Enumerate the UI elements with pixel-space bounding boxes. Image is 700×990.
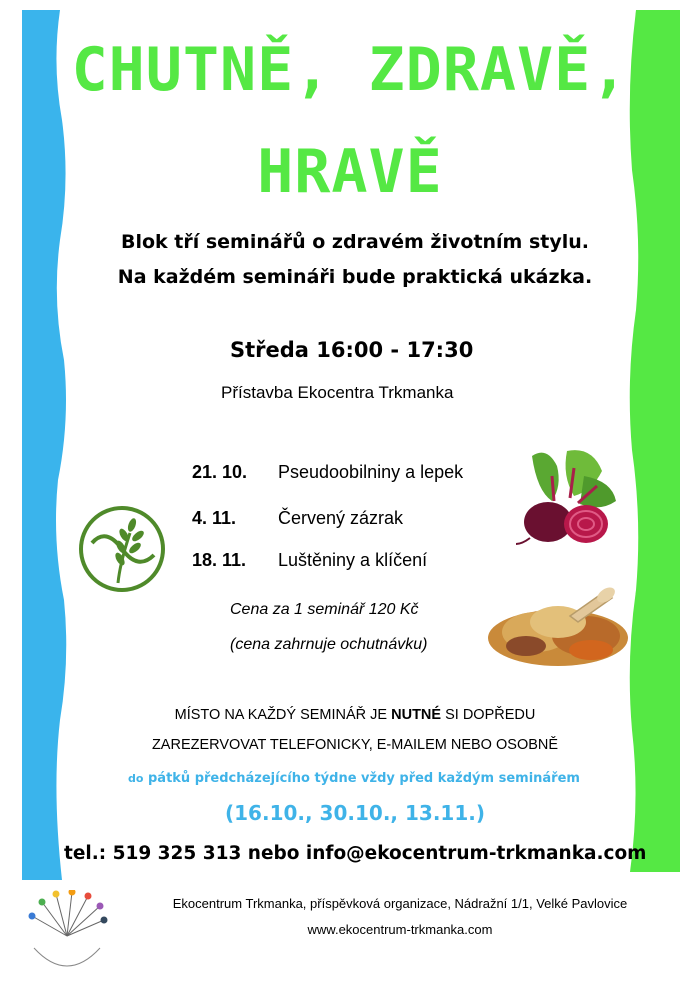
beetroot-image [512, 446, 618, 546]
deadline-text: pátků předcházejícího týdne vždy před každým seminářem [143, 771, 580, 786]
reservation-deadline [64, 771, 644, 786]
reservation-emphasis: NUTNÉ [391, 707, 442, 723]
reservation-line-2: ZAREZERVOVAT TELEFONICKY, E-MAILEM NEBO OSOBNĚ [151, 737, 559, 753]
intro-line-1: Blok tří seminářů o zdravém životním stylu. [120, 231, 590, 253]
reservation-text: MÍSTO NA KAŽDÝ SEMINÁŘ JE [174, 707, 392, 723]
footer-address: Ekocentrum Trkmanka, příspěvková organizace, Nádražní 1/1, Velké Pavlovice [172, 896, 628, 911]
price-note: (cena zahrnuje ochutnávku) [230, 636, 428, 653]
contact-info[interactable]: tel.: 519 325 313 nebo info@ekocentrum-trkmanka.com [64, 843, 647, 864]
seminar-time: Středa 16:00 - 17:30 [230, 338, 474, 362]
seminar-topic: Luštěniny a klíčení [278, 550, 428, 570]
intro-line-2: Na každém semináři bude praktická ukázka. [117, 266, 593, 288]
deadline-prefix: do [128, 772, 144, 785]
reservation-text: SI DOPŘEDU [441, 707, 536, 723]
seminar-place: Přístavba Ekocentra Trkmanka [221, 383, 454, 402]
title-line-1: CHUTNĚ, ZDRAVĚ, [71, 35, 629, 105]
seminar-date: 21. 10. [192, 462, 248, 482]
deadline-dates: (16.10., 30.10., 13.11.) [225, 801, 485, 825]
ekocentrum-logo [26, 890, 108, 982]
title-line-2: HRAVĚ [257, 137, 443, 207]
seminar-date: 4. 11. [192, 508, 237, 528]
seminar-date: 18. 11. [192, 550, 247, 570]
seminar-topic: Červený zázrak [278, 508, 404, 528]
legumes-image [486, 586, 630, 668]
gluten-free-icon [76, 503, 168, 595]
price-text: Cena za 1 seminář 120 Kč [230, 601, 419, 618]
seminar-topic: Pseudoobilniny a lepek [278, 462, 464, 482]
footer-website[interactable]: www.ekocentrum-trkmanka.com [307, 922, 493, 937]
reservation-line-1 [60, 707, 650, 723]
